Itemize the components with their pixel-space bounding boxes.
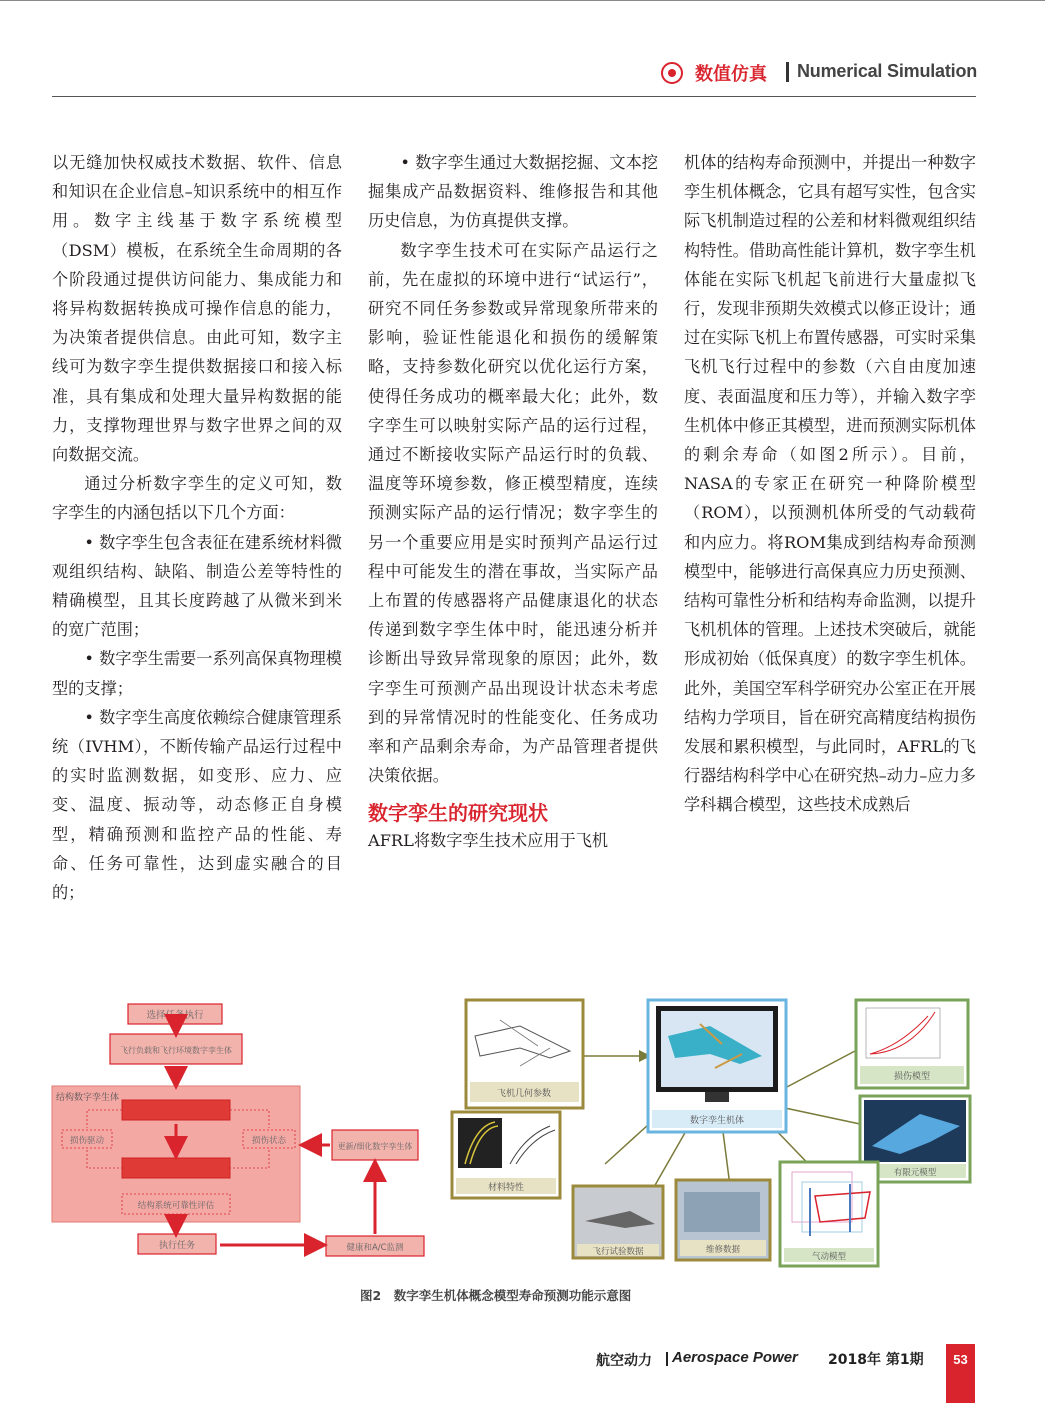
bullet-item: • 数字孪生通过大数据挖掘、文本挖掘集成产品数据资料、维修报告和其他历史信息，为仿真提供支撑。: [368, 153, 658, 231]
flow-damage-state: 损伤状态: [251, 1136, 287, 1146]
flow-update-twin: 更新/细化数字孪生体: [337, 1142, 413, 1151]
journal-logo-icon: [661, 62, 683, 84]
flow-health-monitor: 健康和A/C监测: [346, 1243, 404, 1253]
column-1: [52, 148, 342, 907]
panel-fem-label: 有限元模型: [893, 1168, 937, 1178]
bullet-item: • 数字孪生需要一系列高保真物理模型的支撑；: [52, 649, 342, 698]
column-3: [684, 148, 976, 820]
paragraph: AFRL将数字孪生技术应用于飞机: [368, 831, 609, 851]
footer-journal-cn: 航空动力: [596, 1353, 652, 1369]
paragraph: 通过分析数字孪生的定义可知，数字孪生的内涵包括以下几个方面：: [52, 474, 342, 523]
header-rule: [52, 96, 976, 97]
figure-2: [50, 996, 980, 1276]
page-number-tab: [946, 1344, 975, 1403]
header-title-cn: 数值仿真: [695, 64, 767, 85]
twin-panels: [452, 1000, 970, 1266]
flow-select-mission: 选择任务执行: [146, 1010, 204, 1021]
footer-issue: 2018年 第1期: [828, 1352, 924, 1368]
flow-fly-mission: 执行任务: [158, 1241, 196, 1251]
panel-twin-airframe-label: 数字孪生机体: [689, 1116, 745, 1126]
flow-damage-model: 损伤驱动: [69, 1136, 105, 1146]
page-number: 53: [953, 1352, 968, 1367]
paragraph: 以无缝加快权威技术数据、软件、信息和知识在企业信息–知识系统中的相互作用。数字主线基于数字系统模型（DSM）模板，在系统全生命周期的各个阶段通过提供访问能力、集成能力和将异构数据转换成可操作信息的能力，为决策者提供信息。由此可知，数字主线可为数字孪生提供数据接口和接入标准，具有集成和处理大量异构数据的能力，支撑物理世界与数字世界之间的双向数据交流。: [52, 153, 342, 465]
flow-reliability: 结构系统可靠性评估: [137, 1201, 215, 1211]
footer-divider: [666, 1352, 668, 1366]
paragraph: 机体的结构寿命预测中，并提出一种数字孪生机体概念，它具有超写实性，包含实际飞机制造过程的公差和材料微观组织结构特性。借助高性能计算机，数字孪生机体能在实际飞机起飞前进行大量虚拟飞行，发现非预期失效模式以修正设计；通过在实际飞机上布置传感器，可实时采集飞机飞行过程中的参数（六自由度加速度、表面温度和压力等），并输入数字孪生机体中修正其模型，进而预测实际机体的剩余寿命（如图2所示）。目前，NASA的专家正在研究一种降阶模型（ROM），以预测机体所受的气动载荷和内应力。将ROM集成到结构寿命预测模型中，能够进行高保真应力历史预测、结构可靠性分析和结构寿命监测，以提升飞机机体的管理。上述技术突破后，就能形成初始（低保真度）的数字孪生机体。此外，美国空军科学研究办公室正在开展结构力学项目，旨在研究高精度结构损伤发展和累积模型，与此同时，AFRL的飞行器结构科学中心在研究热–动力–应力多学科耦合模型，这些技术成熟后: [684, 153, 976, 815]
panel-aero-label: 气动模型: [811, 1252, 847, 1262]
figure-caption: 图2 数字孪生机体概念模型寿命预测功能示意图: [360, 1288, 632, 1303]
panel-damage-model-label: 损伤模型: [893, 1072, 931, 1082]
panel-maintenance-label: 维修数据: [705, 1245, 741, 1255]
panel-geometry-label: 飞机几何参数: [496, 1089, 552, 1099]
paragraph: 数字孪生技术可在实际产品运行之前，先在虚拟的环境中进行“试运行”，研究不同任务参数或异常现象所带来的影响，验证性能退化和损伤的缓解策略，支持参数化研究以优化运行方案，使得任务成功的概率最大化；此外，数字孪生可以映射实际产品的运行过程，通过不断接收实际产品运行时的负载、温度等环境参数，修正模型精度，连续预测实际产品的运行情况；数字孪生的另一个重要应用是实时预判产品运行过程中可能发生的潜在事故，当实际产品上布置的传感器将产品健康退化的状态传递到数字孪生体中时，能迅速分析并诊断出导致异常现象的原因；此外，数字孪生可预测产品出现设计状态未考虑到的异常情况时的性能变化、任务成功率和产品剩余寿命，为产品管理者提供决策依据。: [368, 240, 658, 786]
footer-journal-en: Aerospace Power: [672, 1349, 798, 1366]
section-title: 数字孪生的研究现状: [368, 801, 548, 826]
bullet-item: • 数字孪生包含表征在建系统材料微观组织结构、缺陷、制造公差等特性的精确模型，且其长度跨越了从微米到米的宽广范围；: [52, 532, 342, 640]
flow-flight-twin: 飞行负载和飞行环境数字孪生体: [120, 1046, 232, 1055]
top-rule: [0, 0, 1045, 1]
flow-diagram: [52, 1004, 424, 1256]
panel-flight-test-label: 飞行试验数据: [592, 1247, 644, 1257]
header-divider: [786, 62, 789, 82]
header-title-en: Numerical Simulation: [797, 61, 978, 81]
bullet-item: • 数字孪生高度依赖综合健康管理系统（IVHM），不断传输产品运行过程中的实时监测数据，如变形、应力、应变、温度、振动等，动态修正自身模型，精确预测和监控产品的性能、寿命、任务可靠性，达到虚实融合的目的；: [52, 707, 342, 903]
flow-struct-twin: 结构数字孪生体: [56, 1093, 120, 1103]
column-2: [368, 148, 658, 856]
panel-material-label: 材料特性: [487, 1183, 525, 1193]
